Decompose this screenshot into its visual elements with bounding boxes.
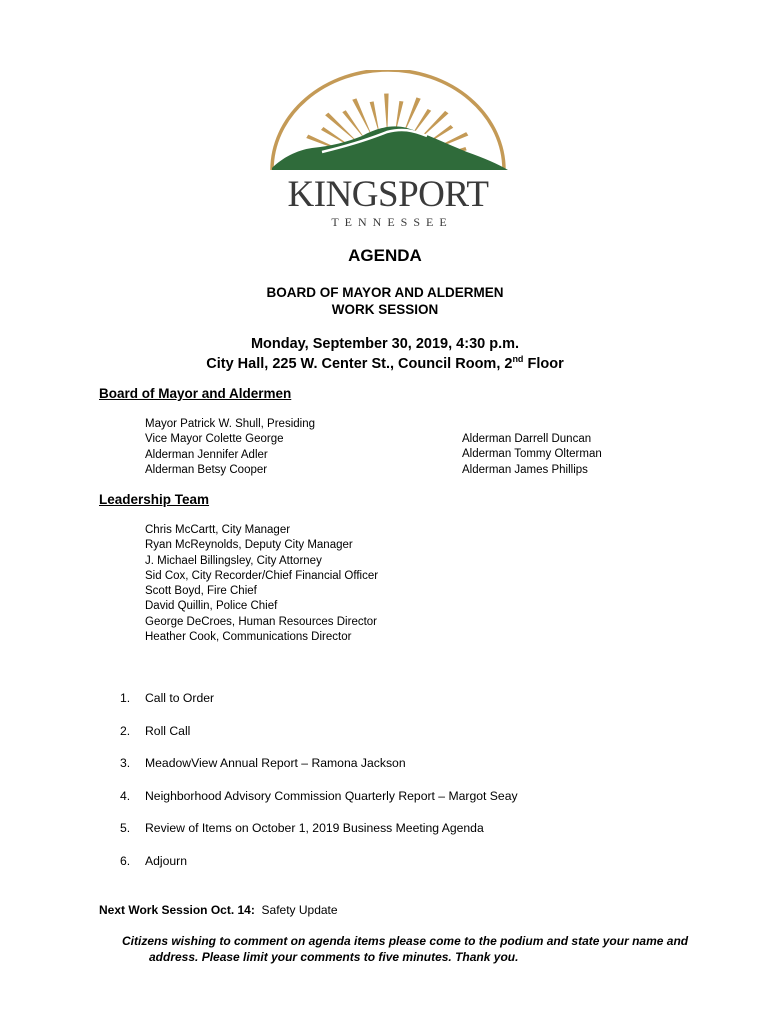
board-member: Alderman Jennifer Adler bbox=[145, 448, 268, 461]
agenda-item-text: Adjourn bbox=[145, 853, 188, 868]
meeting-place-suffix: Floor bbox=[523, 355, 564, 372]
leadership-heading: Leadership Team bbox=[99, 492, 210, 507]
board-title-line1: BOARD OF MAYOR AND ALDERMEN bbox=[266, 285, 504, 300]
logo-state: TENNESSEE bbox=[331, 215, 453, 229]
agenda-title: AGENDA bbox=[348, 246, 422, 265]
agenda-item-text: Review of Items on October 1, 2019 Business Meeting Agenda bbox=[145, 821, 484, 835]
agenda-item-number: 5. bbox=[120, 821, 131, 835]
board-member: Alderman Darrell Duncan bbox=[462, 433, 592, 445]
agenda-item-text: Neighborhood Advisory Commission Quarterly Report – Margot Seay bbox=[145, 788, 518, 803]
agenda-item bbox=[120, 691, 518, 724]
leadership-member: Ryan McReynolds, Deputy City Manager bbox=[145, 539, 353, 552]
agenda-item bbox=[120, 789, 518, 822]
meeting-date: Monday, September 30, 2019, 4:30 p.m. bbox=[250, 336, 520, 352]
board-member: Alderman Tommy Olterman bbox=[462, 448, 602, 461]
board-members-right bbox=[462, 432, 602, 478]
agenda-item-number: 4. bbox=[120, 788, 131, 803]
board-member: Mayor Patrick W. Shull, Presiding bbox=[145, 418, 316, 430]
kingsport-logo bbox=[262, 70, 514, 230]
meeting-place-sup: nd bbox=[512, 354, 524, 364]
leadership-member: Heather Cook, Communications Director bbox=[145, 631, 352, 644]
board-member: Vice Mayor Colette George bbox=[145, 433, 284, 446]
agenda-item-text: Call to Order bbox=[145, 691, 215, 705]
board-members-left bbox=[145, 417, 315, 478]
agenda-item-number: 2. bbox=[120, 723, 131, 738]
agenda-item-number: 3. bbox=[120, 756, 131, 770]
agenda-item-number: 6. bbox=[120, 853, 131, 868]
agenda-item bbox=[120, 821, 518, 854]
kingsport-logo-graphic bbox=[262, 70, 514, 230]
leadership-member: Scott Boyd, Fire Chief bbox=[145, 585, 257, 598]
agenda-item-number: 1. bbox=[120, 691, 131, 705]
agenda-items bbox=[120, 691, 518, 886]
citizens-line1: Citizens wishing to comment on agenda items please come to the podium and state your name and bbox=[122, 934, 689, 948]
agenda-item bbox=[120, 756, 518, 789]
leadership-member: J. Michael Billingsley, City Attorney bbox=[145, 554, 322, 567]
next-session-label: Next Work Session Oct. 14: bbox=[99, 903, 255, 917]
mountain-shape bbox=[272, 126, 508, 170]
agenda-item bbox=[120, 854, 518, 887]
board-heading: Board of Mayor and Aldermen bbox=[99, 386, 292, 401]
meeting-place-prefix: City Hall, 225 W. Center St., Council Room, 2 bbox=[206, 355, 513, 372]
agenda-item bbox=[120, 724, 518, 757]
citizens-line2: address. Please limit your comments to five minutes. Thank you. bbox=[149, 950, 519, 964]
logo-wordmark: KINGSPORT bbox=[287, 174, 489, 215]
board-member: Alderman Betsy Cooper bbox=[145, 463, 268, 476]
meeting-place bbox=[0, 354, 770, 372]
citizens-notice bbox=[122, 933, 702, 965]
leadership-member: George DeCroes, Human Resources Director bbox=[145, 615, 378, 628]
leadership-member: David Quillin, Police Chief bbox=[145, 600, 278, 613]
board-member: Alderman James Phillips bbox=[462, 463, 588, 476]
leadership-members bbox=[145, 523, 378, 645]
leadership-member: Chris McCartt, City Manager bbox=[145, 524, 291, 536]
leadership-member: Sid Cox, City Recorder/Chief Financial Officer bbox=[145, 569, 379, 582]
board-title-line2: WORK SESSION bbox=[331, 302, 439, 317]
board-title bbox=[0, 284, 770, 318]
next-session-text: Safety Update bbox=[261, 903, 338, 917]
next-work-session bbox=[99, 903, 338, 917]
agenda-item-text: MeadowView Annual Report – Ramona Jackson bbox=[145, 756, 406, 770]
agenda-item-text: Roll Call bbox=[145, 723, 191, 738]
